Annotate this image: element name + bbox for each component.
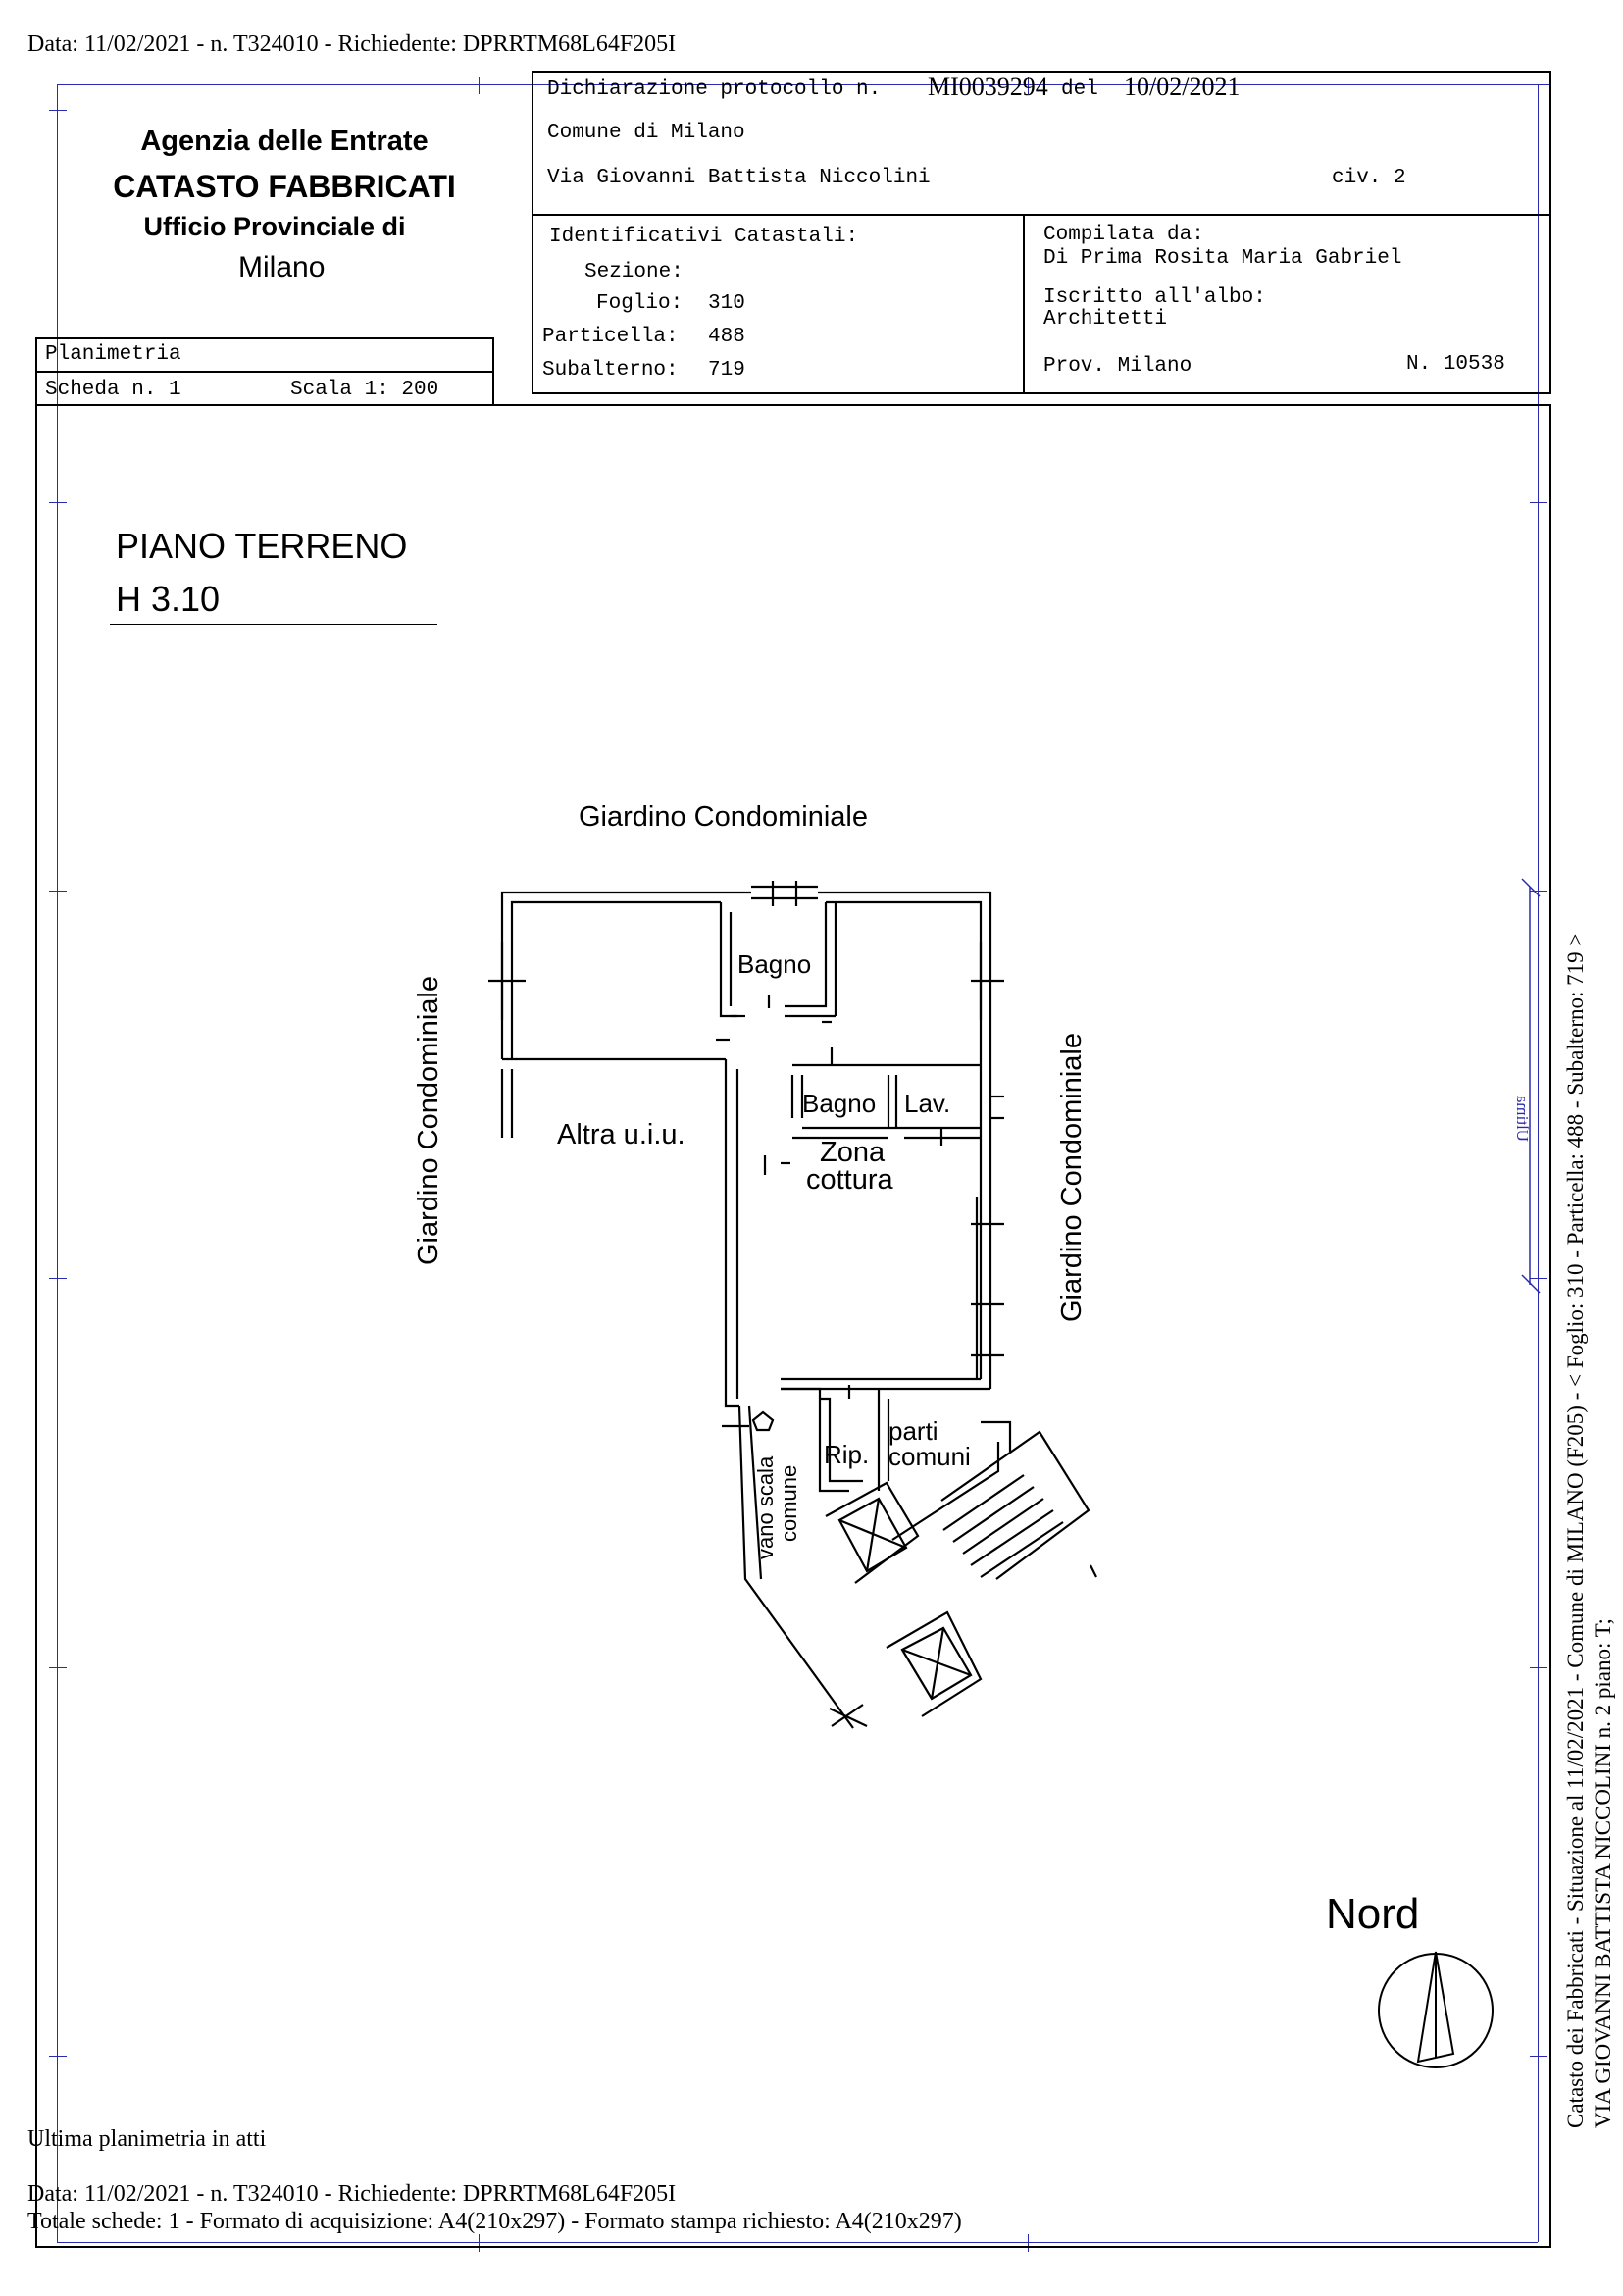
header-date-line: Data: 11/02/2021 - n. T324010 - Richiedente: DPRRTM68L64F205I [27, 31, 677, 57]
label-vano-scala: vano scala [753, 1455, 778, 1559]
declaration-date: 10/02/2021 [1124, 73, 1241, 101]
label-garden-left: Giardino Condominiale [413, 976, 444, 1265]
address-line: Via Giovanni Battista Niccolini [547, 167, 931, 189]
label-zona: Zona [820, 1137, 886, 1168]
label-parti: parti [888, 1416, 938, 1446]
label-cottura: cottura [806, 1164, 893, 1196]
ufficio-label: Ufficio Provinciale di [143, 212, 406, 241]
north-arrow-icon [1379, 1952, 1493, 2067]
sezione-label: Sezione: [584, 261, 684, 283]
label-altra: Altra u.i.u. [557, 1119, 685, 1150]
albo-label: Iscritto all'albo: [1043, 286, 1266, 309]
label-lav: Lav. [904, 1089, 951, 1118]
office-city: Milano [238, 251, 326, 283]
subalterno-value: 719 [708, 359, 745, 382]
declaration-label: Dichiarazione protocollo n. [547, 78, 882, 101]
side-stamp: Ultima [1513, 1095, 1532, 1142]
label-garden-right: Giardino Condominiale [1056, 1033, 1088, 1322]
floor-height: H 3.10 [116, 579, 221, 619]
compiler-number: N. 10538 [1406, 353, 1505, 376]
footer-ultima: Ultima planimetria in atti [27, 2126, 267, 2152]
floor-name: PIANO TERRENO [116, 526, 408, 566]
declaration-del: del [1061, 78, 1098, 101]
compiler-title: Compilata da: [1043, 224, 1204, 246]
label-bagno-1: Bagno [737, 949, 812, 979]
north-label: Nord [1326, 1890, 1420, 1938]
label-rip: Rip. [824, 1440, 870, 1469]
footer-date-line: Data: 11/02/2021 - n. T324010 - Richiedente: DPRRTM68L64F205I [27, 2181, 677, 2207]
label-garden-top: Giardino Condominiale [579, 801, 868, 833]
civ-number: civ. 2 [1332, 167, 1406, 189]
foglio-label: Foglio: [596, 292, 684, 315]
albo-value: Architetti [1043, 308, 1168, 331]
particella-label: Particella: [542, 326, 679, 348]
compiler-name: Di Prima Rosita Maria Gabriel [1043, 247, 1402, 270]
comune-line: Comune di Milano [547, 122, 745, 144]
foglio-value: 310 [708, 292, 745, 315]
plan-walls [488, 881, 1096, 1728]
scheda-label: Scheda n. 1 [45, 379, 181, 401]
right-dimension-line [1522, 879, 1540, 1293]
side-text-line-1: Catasto dei Fabbricati - Situazione al 11/02/2021 - Comune di MILANO (F205) - < Foglio: 310 - Particella: 488 - Subalterno: 719 > [1563, 933, 1588, 2128]
agency-name: Agenzia delle Entrate [140, 126, 429, 157]
declaration-number: MI0039294 [928, 73, 1048, 101]
compiler-prov: Prov. Milano [1043, 355, 1192, 378]
particella-value: 488 [708, 326, 745, 348]
label-comune: comune [777, 1464, 801, 1542]
label-comuni: comuni [888, 1442, 971, 1471]
side-text-line-2: VIA GIOVANNI BATTISTA NICCOLINI n. 2 piano: T; [1591, 1618, 1615, 2128]
footer-totale: Totale schede: 1 - Formato di acquisizione: A4(210x297) - Formato stampa richiesto: A4(210x297) [27, 2209, 962, 2234]
subalterno-label: Subalterno: [542, 359, 679, 382]
catasto-title: CATASTO FABBRICATI [113, 169, 456, 204]
planimetria-label: Planimetria [45, 343, 181, 366]
identifiers-title: Identificativi Catastali: [549, 226, 859, 248]
label-bagno-2: Bagno [802, 1089, 877, 1118]
scala-label: Scala 1: 200 [290, 379, 439, 401]
